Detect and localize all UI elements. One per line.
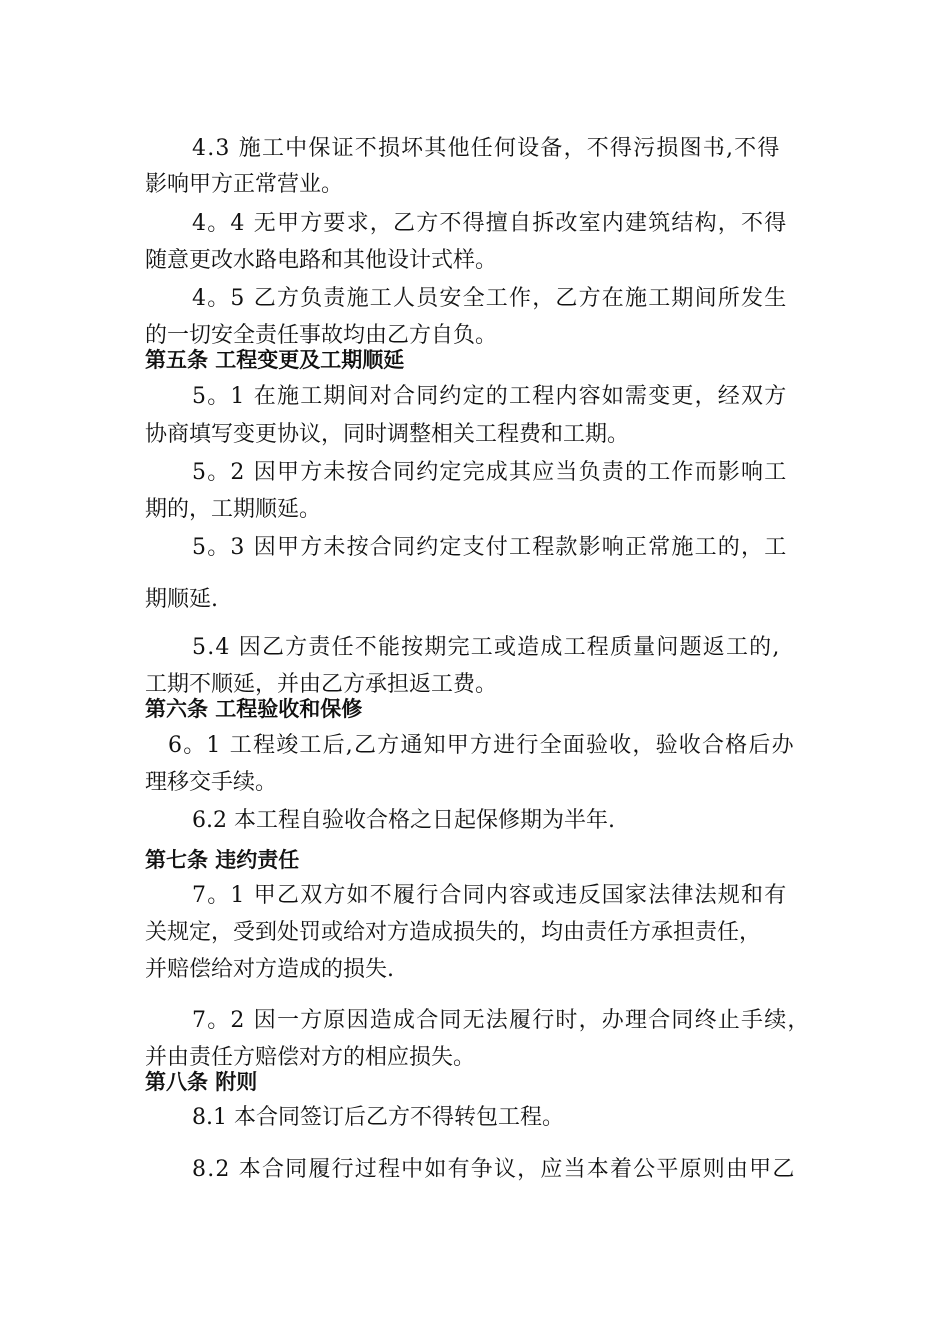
- paragraph-7-1-line-3: 并赔偿给对方造成的损失.: [145, 957, 394, 982]
- paragraph-4-5-line-2: 的一切安全责任事故均由乙方自负。: [145, 323, 498, 348]
- paragraph-6-1-line-2: 理移交手续。: [145, 770, 278, 795]
- paragraph-7-2-line-1: 7。2 因一方原因造成合同无法履行时，办理合同终止手续，: [192, 1008, 811, 1033]
- paragraph-5-1-line-1: 5。1 在施工期间对合同约定的工程内容如需变更，经双方: [192, 384, 788, 409]
- paragraph-7-1-line-2: 关规定，受到处罚或给对方造成损失的，均由责任方承担责任，: [145, 920, 762, 945]
- paragraph-5-3-line-1: 5。3 因甲方未按合同约定支付工程款影响正常施工的，工: [192, 535, 788, 560]
- paragraph-7-1-line-1: 7。1 甲乙双方如不履行合同内容或违反国家法律法规和有: [192, 883, 788, 908]
- section-heading-7: 第七条 违约责任: [145, 848, 300, 872]
- section-heading-8: 第八条 附则: [145, 1070, 258, 1094]
- paragraph-5-4-line-2: 工期不顺延，并由乙方承担返工费。: [145, 672, 498, 697]
- paragraph-4-5-line-1: 4。5 乙方负责施工人员安全工作，乙方在施工期间所发生: [192, 286, 788, 311]
- paragraph-8-1: 8.1 本合同签订后乙方不得转包工程。: [192, 1105, 564, 1130]
- paragraph-8-2-line-1: 8.2 本合同履行过程中如有争议，应当本着公平原则由甲乙: [192, 1157, 796, 1182]
- paragraph-5-2-line-2: 期的，工期顺延。: [145, 497, 322, 522]
- paragraph-4-4-line-2: 随意更改水路电路和其他设计式样。: [145, 248, 498, 273]
- paragraph-5-4-line-1: 5.4 因乙方责任不能按期完工或造成工程质量问题返工的,: [192, 635, 781, 660]
- section-heading-6: 第六条 工程验收和保修: [145, 697, 363, 721]
- paragraph-4-3-line-2: 影响甲方正常营业。: [145, 172, 344, 197]
- paragraph-7-2-line-2: 并由责任方赔偿对方的相应损失。: [145, 1045, 476, 1070]
- paragraph-4-4-line-1: 4。4 无甲方要求，乙方不得擅自拆改室内建筑结构，不得: [192, 211, 788, 236]
- paragraph-6-2: 6.2 本工程自验收合格之日起保修期为半年.: [192, 808, 615, 833]
- paragraph-4-3-line-1: 4.3 施工中保证不损坏其他任何设备，不得污损图书,不得: [192, 136, 781, 161]
- section-heading-5: 第五条 工程变更及工期顺延: [145, 348, 405, 372]
- paragraph-5-1-line-2: 协商填写变更协议，同时调整相关工程费和工期。: [145, 422, 630, 447]
- paragraph-5-3-line-2: 期顺延.: [145, 587, 218, 612]
- paragraph-5-2-line-1: 5。2 因甲方未按合同约定完成其应当负责的工作而影响工: [192, 460, 788, 485]
- paragraph-6-1-line-1: 6。1 工程竣工后,乙方通知甲方进行全面验收，验收合格后办: [168, 733, 795, 758]
